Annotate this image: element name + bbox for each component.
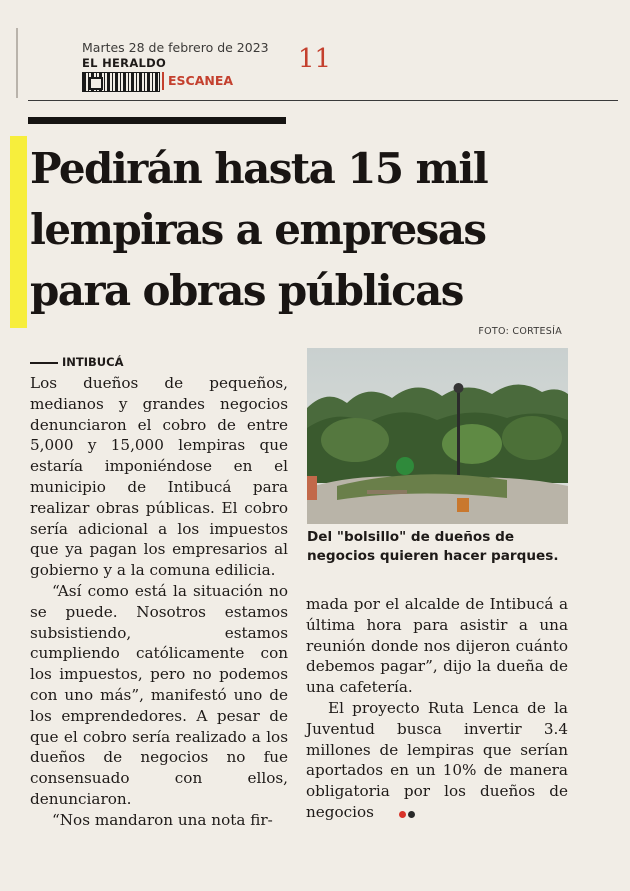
newspaper-name: EL HERALDO	[82, 56, 167, 70]
article-column-2	[306, 594, 568, 823]
headline-line: Pedirán hasta 15 mil	[30, 144, 488, 193]
page-edge-line	[16, 28, 18, 98]
page-number: 11	[298, 44, 332, 74]
paragraph: mada por el alcalde de Intibucá a última hora para asistir a una reunión donde nos dijeron cuánto debemos pagar”, dijo la dueña de una cafetería.	[306, 595, 568, 697]
end-dot	[408, 811, 415, 818]
qr-code-icon	[82, 72, 160, 92]
photo-caption	[307, 528, 569, 566]
end-mark-icon	[377, 803, 417, 824]
header-rule	[28, 100, 618, 101]
headline	[30, 138, 610, 321]
park-photo	[307, 348, 568, 524]
section-name: INTIBUCÁ	[62, 355, 124, 369]
paragraph: Los dueños de pequeños, medianos y grandes negocios denunciaron el cobro de entre 5,000 y 15,000 lempiras que estaría imponiéndose en el municipio de Intibucá para realizar obras públicas. El cobro sería adicional a los impuestos que ya pagan los empresarios al gobierno y a la comuna edilicia.	[30, 374, 288, 580]
article-column-1	[30, 373, 288, 831]
scan-label: ESCANEA	[168, 73, 234, 88]
caption-line: negocios quieren hacer parques.	[307, 548, 559, 564]
paragraph	[306, 698, 568, 823]
headline-line: lempiras a empresas	[30, 205, 486, 254]
headline-line: para obras públicas	[30, 266, 463, 315]
photo-credit: FOTO: CORTESÍA	[478, 326, 562, 337]
header-separator	[162, 72, 164, 90]
issue-date: Martes 28 de febrero de 2023	[82, 40, 269, 55]
highlighter-mark	[10, 136, 27, 328]
end-dot	[399, 811, 406, 818]
park-photo-image	[307, 348, 568, 524]
section-label	[30, 355, 123, 369]
paragraph: “Así como está la situación no se puede. Nosotros estamos subsistiendo, estamos cumpliendo católicamente con los impuestos, pero no podemos con uno más”, manifestó uno de los emprendedores. A pesar de que el cobro sería realizado a los dueños de negocios no fue consensuado con ellos, denunciaron.	[30, 581, 288, 808]
section-dash	[30, 362, 58, 364]
closing-text: El proyecto Ruta Lenca de la Juventud busca invertir 3.4 millones de lempiras que serían aportados en un 10% de manera obligatoria por los dueños de negocios	[306, 698, 568, 821]
section-bar	[28, 117, 286, 124]
paragraph: “Nos mandaron una nota fir-	[52, 810, 273, 829]
caption-line: Del "bolsillo" de dueños de	[307, 529, 515, 545]
